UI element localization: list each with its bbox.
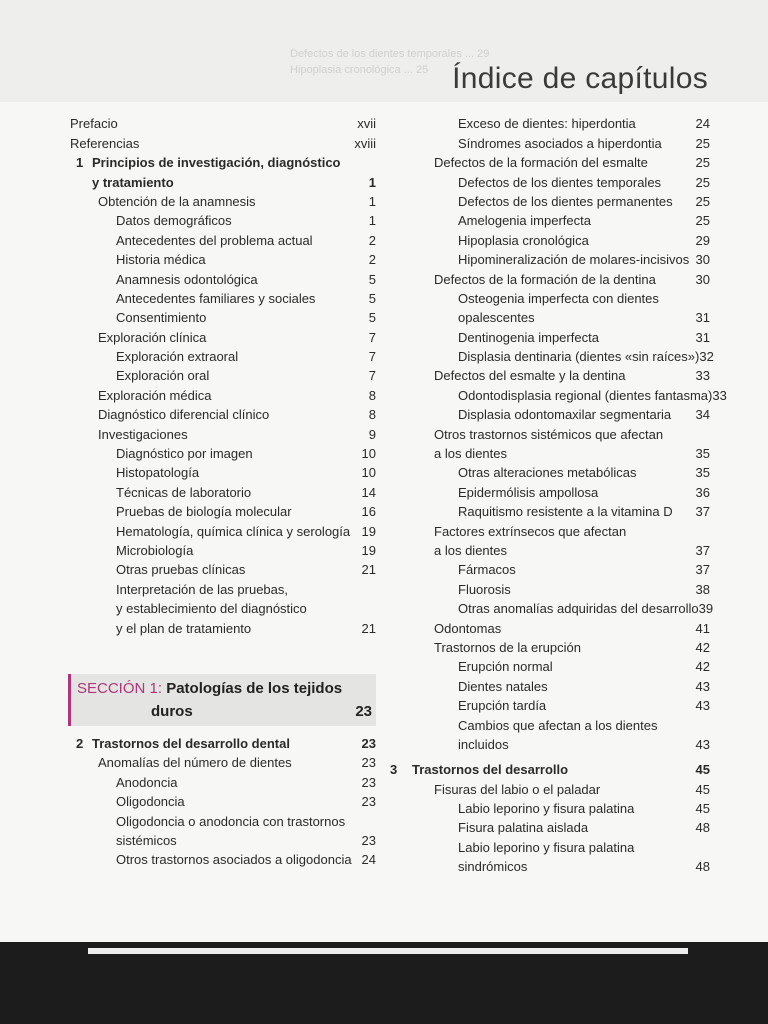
entry-title: y establecimiento del diagnóstico <box>116 601 307 617</box>
toc-entry <box>412 112 710 131</box>
chapter-heading <box>390 758 710 778</box>
entry-title: Anomalías del número de dientes <box>98 755 292 771</box>
toc-entry <box>412 655 710 674</box>
toc-entry <box>412 306 710 325</box>
entry-title: Factores extrínsecos que afectan <box>434 523 627 539</box>
entry-title: a los dientes <box>434 446 507 462</box>
toc-entry <box>412 816 710 835</box>
toc-entry <box>412 577 710 596</box>
toc-entry <box>70 190 376 209</box>
toc-entry <box>70 790 376 809</box>
entry-page: 43 <box>695 698 710 714</box>
entry-page: 36 <box>695 484 710 500</box>
toc-entry <box>70 539 376 558</box>
entry-title: a los dientes <box>434 542 507 558</box>
entry-title: Consentimiento <box>116 310 207 326</box>
entry-title: Exploración oral <box>116 368 210 384</box>
entry-page: 45 <box>695 781 710 797</box>
entry-title: Oligodoncia <box>116 794 185 810</box>
entry-title: opalescentes <box>458 310 535 326</box>
toc-entry <box>412 855 710 874</box>
toc-entry <box>412 519 710 538</box>
chapter-number: 1 <box>76 155 84 171</box>
toc-entry <box>412 442 710 461</box>
chapter-number: 3 <box>390 762 398 778</box>
entry-page: 35 <box>695 446 710 462</box>
toc-entry <box>70 287 376 306</box>
entry-page: 9 <box>368 426 376 442</box>
toc-entry <box>412 835 710 854</box>
entry-title: incluidos <box>458 736 509 752</box>
entry-page: 5 <box>368 271 376 287</box>
entry-title: Exploración médica <box>98 387 212 403</box>
toc-entry <box>70 267 376 286</box>
toc-entry <box>70 442 376 461</box>
entry-page: 38 <box>695 581 710 597</box>
toc-entry <box>70 829 376 848</box>
entry-title: y el plan de tratamiento <box>116 620 252 636</box>
chapter-page: 45 <box>695 762 710 778</box>
section-heading <box>77 680 342 697</box>
toc-entry <box>412 131 710 150</box>
entry-page: 41 <box>695 620 710 636</box>
entry-title: Datos demográficos <box>116 213 232 229</box>
chapter-title-line: Principios de investigación, diagnóstico <box>92 155 341 171</box>
toc-entry <box>70 848 376 867</box>
toc-entry <box>412 383 727 403</box>
entry-page: 33 <box>712 387 727 403</box>
toc-entry <box>70 228 376 247</box>
entry-page: 10 <box>361 465 376 481</box>
entry-title: Defectos de la formación del esmalte <box>434 155 648 171</box>
toc-entry <box>70 306 376 325</box>
entry-title: Dentinogenia imperfecta <box>458 329 599 345</box>
toc-entry <box>412 636 710 655</box>
chapter-title-line: y tratamiento <box>92 174 174 190</box>
toc-entry <box>70 131 376 150</box>
entry-page: xvii <box>357 116 376 132</box>
entry-page: 42 <box>695 659 710 675</box>
toc-entry <box>412 403 710 422</box>
entry-page: 29 <box>695 232 710 248</box>
entry-page: 23 <box>361 794 376 810</box>
entry-title: Fluorosis <box>458 581 511 597</box>
entry-page: 34 <box>695 407 710 423</box>
entry-title: Otros trastornos sistémicos que afectan <box>434 426 664 442</box>
chapter-2-entries <box>70 751 376 867</box>
chapter-page: 1 <box>368 174 376 190</box>
entry-title: Labio leporino y fisura palatina <box>458 839 635 855</box>
entry-page: 37 <box>695 542 710 558</box>
entry-title: Erupción tardía <box>458 698 547 714</box>
toc-entry <box>70 112 376 131</box>
entry-title: Amelogenia imperfecta <box>458 213 591 229</box>
page-title: Índice de capítulos <box>452 62 708 95</box>
entry-page: 48 <box>695 859 710 875</box>
entry-page: 19 <box>361 542 376 558</box>
entry-title: Displasia dentinaria (dientes «sin raíces») <box>458 349 700 365</box>
toc-entry <box>412 325 710 344</box>
section-page: 23 <box>355 702 372 720</box>
toc-entry <box>70 383 376 402</box>
entry-title: Dientes natales <box>458 678 548 694</box>
entry-title: Defectos de los dientes temporales <box>458 174 662 190</box>
toc-entry <box>412 170 710 189</box>
toc-entry <box>70 500 376 519</box>
toc-entry <box>70 403 376 422</box>
entry-title: Fisura palatina aislada <box>458 820 589 836</box>
entry-title: Anodoncia <box>116 774 178 790</box>
entry-title: Diagnóstico por imagen <box>116 446 253 462</box>
toc-entry <box>70 519 376 538</box>
toc-entry <box>412 422 710 441</box>
entry-title: Otros trastornos asociados a oligodoncia <box>116 852 352 868</box>
spacer <box>70 636 376 674</box>
entry-page: 7 <box>368 329 376 345</box>
entry-page: 25 <box>695 135 710 151</box>
entry-title: Microbiología <box>116 542 194 558</box>
chapter-heading <box>70 151 376 170</box>
entry-title: Hipoplasia cronológica <box>458 232 589 248</box>
entry-page: 10 <box>361 446 376 462</box>
entry-page: 25 <box>695 193 710 209</box>
chapter-title: Trastornos del desarrollo dental <box>92 735 290 751</box>
section-banner <box>68 674 376 726</box>
entry-title: Exploración extraoral <box>116 349 239 365</box>
entry-page: 16 <box>361 504 376 520</box>
toc-entry <box>70 422 376 441</box>
chapter-2-continued-entries <box>412 112 727 752</box>
entry-title: Hipomineralización de molares-incisivos <box>458 252 690 268</box>
entry-title: Diagnóstico diferencial clínico <box>98 407 270 423</box>
entry-title: Otras alteraciones metabólicas <box>458 465 637 481</box>
toc-entry <box>70 809 376 828</box>
entry-title: Obtención de la anamnesis <box>98 193 256 209</box>
toc-entry <box>70 597 376 616</box>
toc-entry <box>412 480 710 499</box>
toc-entry <box>70 558 376 577</box>
entry-page: 5 <box>368 310 376 326</box>
entry-title: Epidermólisis ampollosa <box>458 484 599 500</box>
entry-title: Otras pruebas clínicas <box>116 562 246 578</box>
toc-entry <box>70 616 376 635</box>
entry-page: 24 <box>695 116 710 132</box>
entry-title: Raquitismo resistente a la vitamina D <box>458 504 673 520</box>
entry-title: sindrómicos <box>458 859 528 875</box>
entry-title: sistémicos <box>116 832 177 848</box>
toc-entry <box>70 751 376 770</box>
toc-entry <box>70 209 376 228</box>
entry-page: 7 <box>368 368 376 384</box>
entry-title: Osteogenia imperfecta con dientes <box>458 290 659 306</box>
entry-page: 31 <box>695 329 710 345</box>
toc-entry <box>412 248 710 267</box>
entry-title: Defectos de los dientes permanentes <box>458 193 673 209</box>
entry-title: Otras anomalías adquiridas del desarrollo <box>458 601 699 617</box>
toc-entry <box>412 209 710 228</box>
entry-title: Fármacos <box>458 562 516 578</box>
entry-title: Trastornos de la erupción <box>434 639 581 655</box>
bleed-line: Hipoplasia cronológica ... 25 <box>290 64 429 76</box>
entry-title: Odontomas <box>434 620 502 636</box>
entry-page: 48 <box>695 820 710 836</box>
toc-entry <box>412 228 710 247</box>
entry-title: Odontodisplasia regional (dientes fantasma) <box>458 387 713 403</box>
entry-page: 21 <box>361 562 376 578</box>
entry-page: 42 <box>695 639 710 655</box>
chapter-number: 2 <box>76 735 84 751</box>
entry-title: Fisuras del labio o el paladar <box>434 781 601 797</box>
chapter-page: 23 <box>361 735 376 751</box>
section-title: Patologías de los tejidos <box>166 679 343 697</box>
entry-page: 19 <box>361 523 376 539</box>
entry-page: 25 <box>695 155 710 171</box>
toc-entry <box>412 674 710 693</box>
entry-title: Investigaciones <box>98 426 188 442</box>
entry-page: 30 <box>695 271 710 287</box>
entry-page: 37 <box>695 562 710 578</box>
entry-page: 43 <box>695 736 710 752</box>
chapter-heading <box>70 732 376 751</box>
entry-title: Antecedentes familiares y sociales <box>116 290 316 306</box>
entry-page: 39 <box>698 601 714 617</box>
toc-right-column <box>390 112 727 875</box>
entry-title: Referencias <box>70 135 140 151</box>
entry-title: Displasia odontomaxilar segmentaria <box>458 407 672 423</box>
entry-page: 23 <box>361 832 376 848</box>
entry-page: 7 <box>368 349 376 365</box>
toc-entry <box>412 616 710 635</box>
entry-title: Exceso de dientes: hiperdontia <box>458 116 636 132</box>
toc-entry <box>412 597 714 617</box>
entry-page: 43 <box>695 678 710 694</box>
entry-page: 33 <box>695 368 710 384</box>
toc-entry <box>70 770 376 789</box>
entry-title: Técnicas de laboratorio <box>116 484 252 500</box>
entry-page: 2 <box>368 232 376 248</box>
entry-page: 2 <box>368 252 376 268</box>
toc-entry <box>70 480 376 499</box>
entry-page: 23 <box>361 755 376 771</box>
toc-entry <box>412 500 710 519</box>
chapter-1-entries <box>70 190 376 636</box>
toc-entry <box>412 364 710 383</box>
toc-entry <box>70 248 376 267</box>
toc-entry <box>412 694 710 713</box>
entry-page: 8 <box>368 387 376 403</box>
toc-entry <box>412 797 710 816</box>
entry-title: Prefacio <box>70 116 118 132</box>
entry-title: Exploración clínica <box>98 329 207 345</box>
entry-page: 1 <box>368 193 376 209</box>
toc-entry <box>412 713 710 732</box>
chapter-title: Trastornos del desarrollo <box>412 762 569 778</box>
entry-page: 37 <box>695 504 710 520</box>
toc-entry <box>412 267 710 286</box>
bleed-line: Defectos de los dientes temporales ... 29 <box>290 48 490 60</box>
entry-title: Antecedentes del problema actual <box>116 232 313 248</box>
entry-page: 23 <box>361 774 376 790</box>
toc-entry <box>412 733 710 752</box>
toc-left-column <box>70 112 376 867</box>
section-label: SECCIÓN 1: <box>77 679 163 697</box>
entry-page: 32 <box>699 349 714 365</box>
entry-title: Oligodoncia o anodoncia con trastornos <box>116 813 346 829</box>
toc-entry <box>412 287 710 306</box>
entry-title: Cambios que afectan a los dientes <box>458 717 658 733</box>
entry-title: Síndromes asociados a hiperdontia <box>458 135 662 151</box>
chapter-3-entries <box>412 777 710 874</box>
entry-page: 1 <box>368 213 376 229</box>
entry-page: 30 <box>695 252 710 268</box>
entry-page: 14 <box>361 484 376 500</box>
chapter-heading <box>70 170 376 189</box>
scan-dark-border <box>0 942 768 1024</box>
entry-page: 35 <box>695 465 710 481</box>
toc-entry <box>412 151 710 170</box>
entry-page: 25 <box>695 213 710 229</box>
toc-entry <box>70 461 376 480</box>
entry-page: 24 <box>361 852 376 868</box>
entry-title: Histopatología <box>116 465 200 481</box>
toc-entry <box>412 558 710 577</box>
entry-title: Hematología, química clínica y serología <box>116 523 351 539</box>
toc-entry <box>412 190 710 209</box>
entry-title: Interpretación de las pruebas, <box>116 581 288 597</box>
toc-entry <box>412 777 710 796</box>
toc-entry <box>70 577 376 596</box>
toc-entry <box>70 364 376 383</box>
entry-page: xviii <box>354 135 376 151</box>
entry-page: 45 <box>695 801 710 817</box>
scan-edge-line <box>88 948 688 954</box>
entry-page: 25 <box>695 174 710 190</box>
entry-page: 21 <box>361 620 376 636</box>
entry-title: Defectos de la formación de la dentina <box>434 271 656 287</box>
entry-title: Historia médica <box>116 252 206 268</box>
section-title-line2: duros <box>151 702 193 720</box>
toc-entry <box>412 539 710 558</box>
entry-title: Pruebas de biología molecular <box>116 504 292 520</box>
entry-title: Labio leporino y fisura palatina <box>458 801 635 817</box>
toc-entry <box>70 345 376 364</box>
entry-page: 5 <box>368 290 376 306</box>
entry-title: Erupción normal <box>458 659 553 675</box>
entry-title: Anamnesis odontológica <box>116 271 258 287</box>
entry-page: 8 <box>368 407 376 423</box>
toc-entry <box>412 461 710 480</box>
entry-title: Defectos del esmalte y la dentina <box>434 368 626 384</box>
toc-entry <box>70 325 376 344</box>
entry-page: 31 <box>695 310 710 326</box>
toc-entry <box>412 345 714 365</box>
